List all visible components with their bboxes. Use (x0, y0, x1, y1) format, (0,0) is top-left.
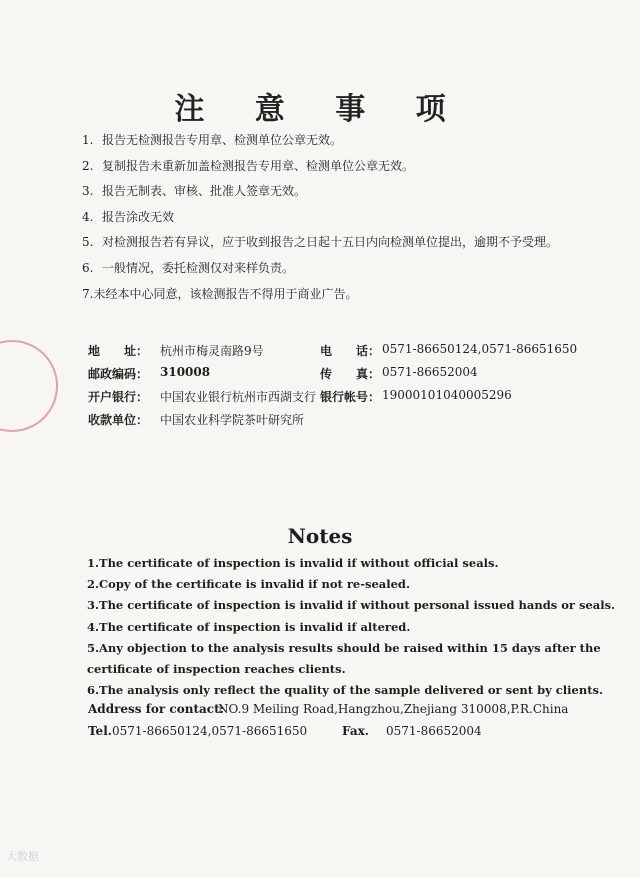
fax-value: 0571-86652004 (382, 365, 478, 379)
account-label: 银行帐号： (320, 390, 381, 404)
cn-rule-3: 3. 报告无制表、审核、批准人签章无效。 (82, 184, 307, 199)
chinese-notice-title: 注 意 事 项 (174, 92, 466, 127)
red-seal-stamp (0, 340, 58, 432)
cn-rule-2: 2. 复制报告未重新加盖检测报告专用章、检测单位公章无效。 (82, 158, 415, 173)
en-note-line-7: 6.The analysis only reflect the quality of the sample delivered or sent by clients. (87, 683, 604, 698)
en-address-value: NO.9 Meiling Road,Hangzhou,Zhejiang 310008,P.R.China (218, 702, 569, 716)
en-note-line-1: 1.The certificate of inspection is invalid if without official seals. (87, 556, 499, 570)
english-notes-list (87, 555, 616, 703)
cn-rule-5: 5. 对检测报告若有异议，应于收到报告之日起十五日内向检测单位提出，逾期不予受理。 (82, 235, 559, 250)
cn-rule-4: 4. 报告涂改无效 (82, 209, 175, 224)
address-label: 地 址： (88, 344, 149, 358)
en-tel-label: Tel. (88, 724, 112, 738)
postcode-value: 310008 (160, 365, 211, 379)
cn-rule-7: 7.未经本中心同意，该检测报告不得用于商业广告。 (82, 286, 358, 301)
bank-value: 中国农业银行杭州市西湖支行 (160, 390, 317, 404)
en-fax-value: 0571-86652004 (386, 724, 482, 738)
english-notes-title: Notes (287, 524, 353, 548)
watermark: 大数据 (6, 850, 39, 863)
en-tel-value: 0571-86650124,0571-86651650 (112, 724, 308, 738)
postcode-label: 邮政编码： (88, 367, 149, 381)
payee-label: 收款单位： (88, 413, 149, 427)
en-note-line-4: 4.The certificate of inspection is invalid if altered. (87, 619, 411, 634)
cn-rule-6: 6. 一般情况，委托检测仅对来样负责。 (82, 260, 295, 275)
cn-rule-1: 1. 报告无检测报告专用章、检测单位公章无效。 (82, 133, 343, 147)
en-note-line-3: 3.The certificate of inspection is invalid if without personal issued hands or seals. (87, 598, 616, 613)
en-fax-label: Fax. (342, 724, 369, 738)
bank-label: 开户银行： (88, 390, 149, 404)
tel-value: 0571-86650124,0571-86651650 (382, 342, 578, 356)
en-note-line-2: 2.Copy of the certificate is invalid if not re-sealed. (87, 577, 410, 592)
fax-label: 传 真： (320, 367, 381, 381)
en-address-label: Address for contact: (88, 702, 225, 716)
en-note-line-6: certificate of inspection reaches clients. (87, 661, 346, 676)
account-value: 19000101040005296 (382, 388, 512, 402)
address-value: 杭州市梅灵南路9号 (160, 344, 264, 358)
tel-label: 电 话： (320, 344, 381, 358)
chinese-rules-list (82, 132, 558, 311)
payee-value: 中国农业科学院茶叶研究所 (160, 413, 305, 427)
en-note-line-5: 5.Any objection to the analysis results should be raised within 15 days after the (87, 640, 601, 655)
